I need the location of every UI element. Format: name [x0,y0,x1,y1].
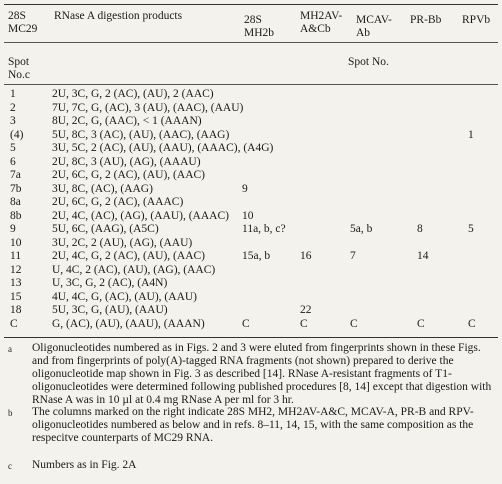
subheader-rule [4,84,498,85]
table-row [0,304,502,317]
products-cell: 2U, 6C, G, 2 (AC), (AAAC) [52,196,184,208]
header-rpv: RPVb [462,14,491,26]
header-col1-line2: MC29 [8,23,38,35]
products-cell: 4U, 4C, G, (AC), (AU), (AAU) [52,290,198,303]
mh2-cell: C [242,317,250,330]
spot-cell: 5 [10,142,16,154]
mcav-cell: 7 [350,250,356,262]
header-28s-mh2 [244,14,274,40]
header-rnase-products: RNase A digestion products [54,10,183,22]
header-col3-line2: MH2b [244,27,275,39]
table-row [0,277,502,290]
footnote-b-mark: b [8,408,13,418]
spot-cell: 15 [10,290,22,303]
products-cell: 3U, 5C, 2 (AC), (AU), (AAU), (AAAC), (A4G) [52,142,274,154]
header-spot-no [8,56,30,82]
footnote-c-mark: c [8,461,12,471]
mh2av-cell: C [300,317,308,330]
spot-cell: 8b [10,209,22,222]
header-spot-no-right: Spot No. [348,56,389,68]
products-cell: 8U, 2C, G, (AAC), < 1 (AAAN) [52,115,202,127]
table-row [0,318,502,331]
bottom-rule [4,337,498,338]
products-cell: 7U, 7C, G, (AC), 3 (AU), (AAC), (AAU) [52,101,244,114]
table-row [0,223,502,236]
mh2-cell: 10 [242,209,254,222]
products-cell: G, (AC), (AU), (AAU), (AAAN) [52,317,205,330]
header-mh2av [300,10,342,36]
mh2av-cell: 16 [300,250,312,262]
products-cell: 2U, 4C, G, 2 (AC), (AU), (AAC) [52,250,205,262]
table-row [0,115,502,128]
table-row [0,88,502,101]
prb-cell: 8 [417,223,423,235]
products-cell: 5U, 6C, (AAG), (A5C) [52,223,159,235]
rpv-cell: 5 [468,223,474,235]
rpv-cell: C [468,317,476,330]
prb-cell: C [417,317,425,330]
header-col3-line1: 28S [244,14,262,26]
spot-cell: 6 [10,155,16,168]
products-cell: 2U, 3C, G, 2 (AC), (AU), 2 (AAC) [52,88,214,100]
products-cell: U, 4C, 2 (AC), (AU), (AG), (AAC) [52,263,216,276]
table-row [0,210,502,223]
products-cell: 2U, 8C, 3 (AU), (AG), (AAAU) [52,155,201,168]
spot-cell: 13 [10,277,22,289]
mh2-cell: 9 [242,182,248,195]
products-cell: U, 3C, G, 2 (AC), (A4N) [52,277,168,289]
spot-cell: 3 [10,115,16,127]
table-row [0,291,502,304]
rpv-cell: 1 [468,128,474,141]
header-col5-line1: MCAV- [356,14,392,26]
top-rule [4,4,498,5]
header-28s-mc29 [8,10,37,36]
mh2-cell: 11a, b, c? [242,223,286,235]
prb-cell: 14 [417,250,429,262]
header-prb: PR-Bb [410,14,442,26]
header-col1-line1: 28S [8,10,26,22]
header-mcav [356,14,392,40]
products-cell: 2U, 4C, (AC), (AG), (AAU), (AAAC) [52,209,229,222]
table-row [0,237,502,250]
spot-cell: 7a [10,169,21,181]
spot-cell: 8a [10,196,21,208]
products-cell: 5U, 3C, G, (AU), (AAU) [52,304,168,316]
products-cell: 2U, 6C, G, 2 (AC), (AU), (AAC) [52,169,205,181]
header-col4-line1: MH2AV- [300,10,343,22]
spot-cell: 11 [10,250,22,262]
footnote-b-text: The columns marked on the right indicate 28S MH2, MH2AV-A&C, MCAV-A, PR-B and RPV-oligonucleotides numbered as below and in refs. 8–11, 14, 15, with the same composition as the respecitve counterparts of MC29 RNA. [32,406,474,444]
table-row [0,129,502,142]
spot-cell: 7b [10,182,22,195]
mh2-cell: 15a, b [242,250,271,262]
header-rule [4,42,498,43]
table-row [0,169,502,182]
products-cell: 5U, 8C, 3 (AC), (AU), (AAC), (AAG) [52,128,230,141]
table-row [0,156,502,169]
header-spot-line: Spot [8,56,30,68]
spot-cell: 9 [10,223,16,235]
footnote-a-mark: a [8,344,12,354]
footnote-a-text: Oligonucleotides numbered as in Figs. 2 and 3 were eluted from fingerprints shown in these Figs. and from fingerprints of poly(A)-tagged RNA fragments (not shown) prepared to derive the oligonucleotide map shown in Fig. 3 as described [14]. RNase A-resistant fragments of T1-oligonucleotides were determined following published procedures [8, 14] except that digestion with RNase A was in 10 µl at 0.4 mg RNase A per ml for 3 hr. [32,342,492,406]
mh2av-cell: 22 [300,304,312,316]
table-row [0,264,502,277]
spot-cell: 2 [10,101,16,114]
header-col4-line2: A&Cb [300,23,331,35]
spot-cell: 18 [10,304,22,316]
table-row [0,196,502,209]
spot-cell: 10 [10,236,22,249]
table-row [0,142,502,155]
mcav-cell: 5a, b [350,223,373,235]
mcav-cell: C [350,317,358,330]
table-row [0,250,502,263]
spot-cell: (4) [10,128,24,141]
table-row [0,102,502,115]
spot-cell: 1 [10,88,16,100]
spot-cell: C [10,317,18,330]
header-no-line: No.c [8,69,31,81]
header-col5-line2: Ab [356,27,371,39]
table-row [0,183,502,196]
products-cell: 3U, 8C, (AC), (AAG) [52,182,153,195]
footnote-c-text: Numbers as in Fig. 2A [32,459,137,471]
spot-cell: 12 [10,263,22,276]
products-cell: 3U, 2C, 2 (AU), (AG), (AAU) [52,236,193,249]
